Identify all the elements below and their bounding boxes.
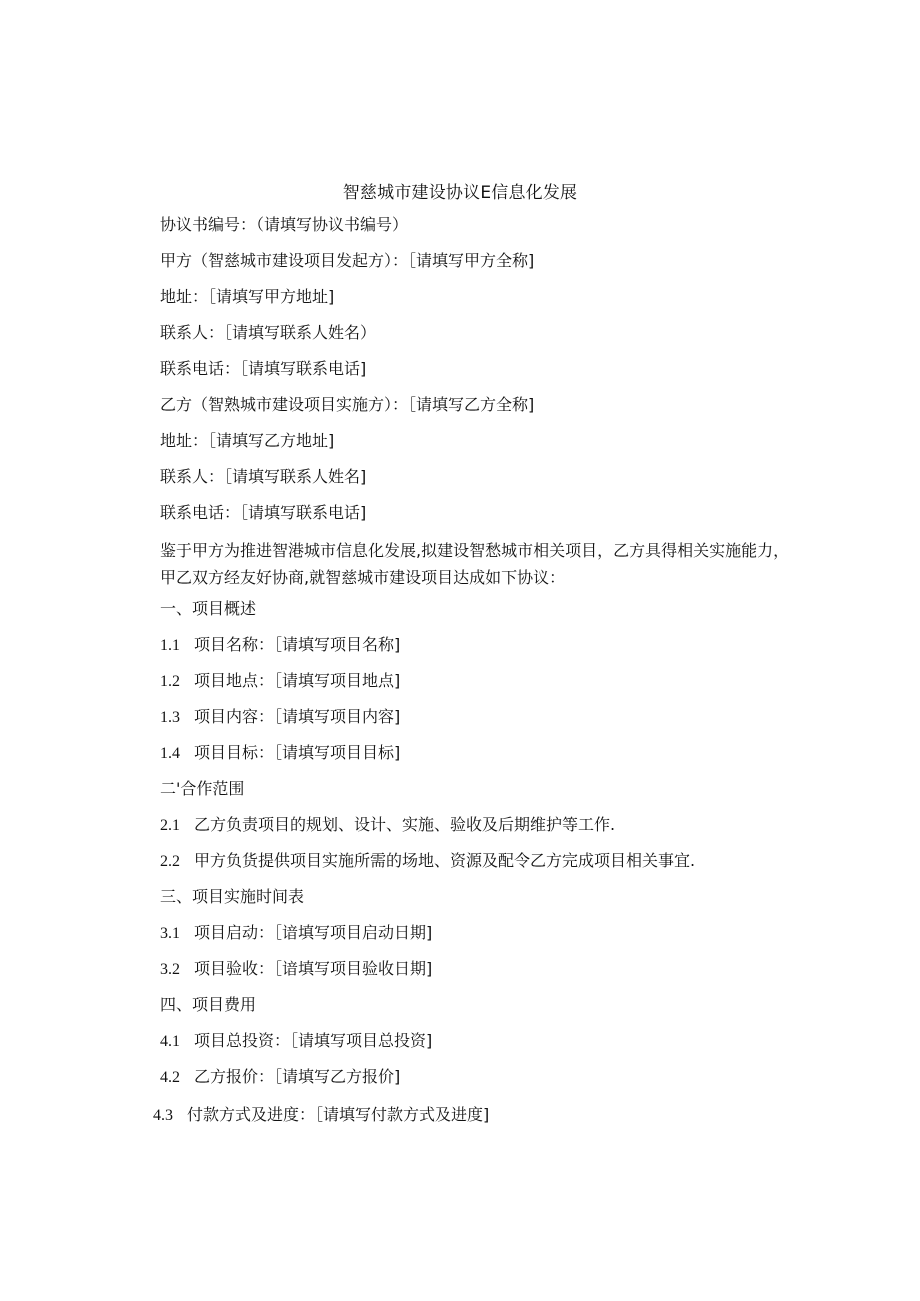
list-item xyxy=(160,1066,400,1089)
item-number: 3.2 xyxy=(160,961,180,978)
list-item xyxy=(160,922,432,945)
item-number: 1.4 xyxy=(160,745,180,762)
item-text: 乙方报价：［请填写乙方报价] xyxy=(194,1067,401,1086)
section-heading-schedule: 三、项目实施时间表 xyxy=(160,887,305,906)
list-item xyxy=(160,814,615,837)
list-item xyxy=(160,634,400,657)
item-text: 项目目标：［请填写项目目标] xyxy=(194,743,401,762)
item-text: 项目名称：［请填写项目名称] xyxy=(194,635,401,654)
item-text: 项目总投资：［请填写项目总投资] xyxy=(194,1031,433,1050)
list-item xyxy=(160,670,400,693)
item-text: 甲方负货提供项目实施所需的场地、资源及配令乙方完成项目相关事宜. xyxy=(194,851,696,870)
list-item xyxy=(160,850,695,873)
item-number: 4.2 xyxy=(160,1069,180,1086)
item-text: 项目验收：［谙填写项目验收日期] xyxy=(194,959,433,978)
list-item xyxy=(160,742,400,765)
section-heading-costs: 四、项目费用 xyxy=(160,995,257,1014)
party-a-address-field: 地址：［请填写甲方地址] xyxy=(160,287,335,306)
party-a-phone-field: 联系电话：［请填写联系电话] xyxy=(160,359,367,378)
item-number: 4.1 xyxy=(160,1033,180,1050)
party-a-name-field: 甲方（智慈城市建设项目发起方）：［请填写甲方全称] xyxy=(160,251,535,270)
item-number: 2.2 xyxy=(160,853,180,870)
party-b-address-field: 地址：［请填写乙方地址] xyxy=(160,431,335,450)
item-number: 4.3 xyxy=(153,1107,173,1124)
party-b-contact-field: 联系人：［请填写联系人姓名] xyxy=(160,467,367,486)
item-text: 乙方负责项目的规划、设计、实施、验收及后期维护等工作. xyxy=(194,815,616,834)
agreement-number-field: 协议书编号：（请填写协议书编号） xyxy=(160,215,409,234)
party-a-contact-field: 联系人：［请填写联系人姓名） xyxy=(160,323,377,342)
item-number: 1.1 xyxy=(160,637,180,654)
list-item xyxy=(153,1104,489,1127)
list-item xyxy=(160,958,432,981)
item-number: 1.3 xyxy=(160,709,180,726)
list-item xyxy=(160,1030,432,1053)
intro-paragraph: 鉴于甲方为推进智港城市信息化发展,拟建设智愁城市相关项目，乙方具得相关实施能力，甲乙双方经友好协商,就智慈城市建设项目达成如下协议： xyxy=(160,541,790,587)
item-text: 项目地点：［请填写项目地点] xyxy=(194,671,401,690)
document-title: 智慈城市建设协议E信息化发展 xyxy=(342,183,578,203)
section-heading-overview: 一、项目概述 xyxy=(160,599,257,618)
item-text: 项目内容：［请填写项目内容] xyxy=(194,707,401,726)
party-b-phone-field: 联系电话：［请填写联系电话] xyxy=(160,503,367,522)
item-number: 1.2 xyxy=(160,673,180,690)
item-text: 付款方式及进度：［请填写付款方式及进度] xyxy=(187,1105,490,1124)
item-number: 2.1 xyxy=(160,817,180,834)
item-number: 3.1 xyxy=(160,925,180,942)
party-b-name-field: 乙方（智熟城市建设项目实施方）：［请填写乙方全称] xyxy=(160,395,535,414)
section-heading-scope: 二'合作范围 xyxy=(160,779,245,798)
item-text: 项目启动：［谙填写项目启动日期] xyxy=(194,923,433,942)
list-item xyxy=(160,706,400,729)
